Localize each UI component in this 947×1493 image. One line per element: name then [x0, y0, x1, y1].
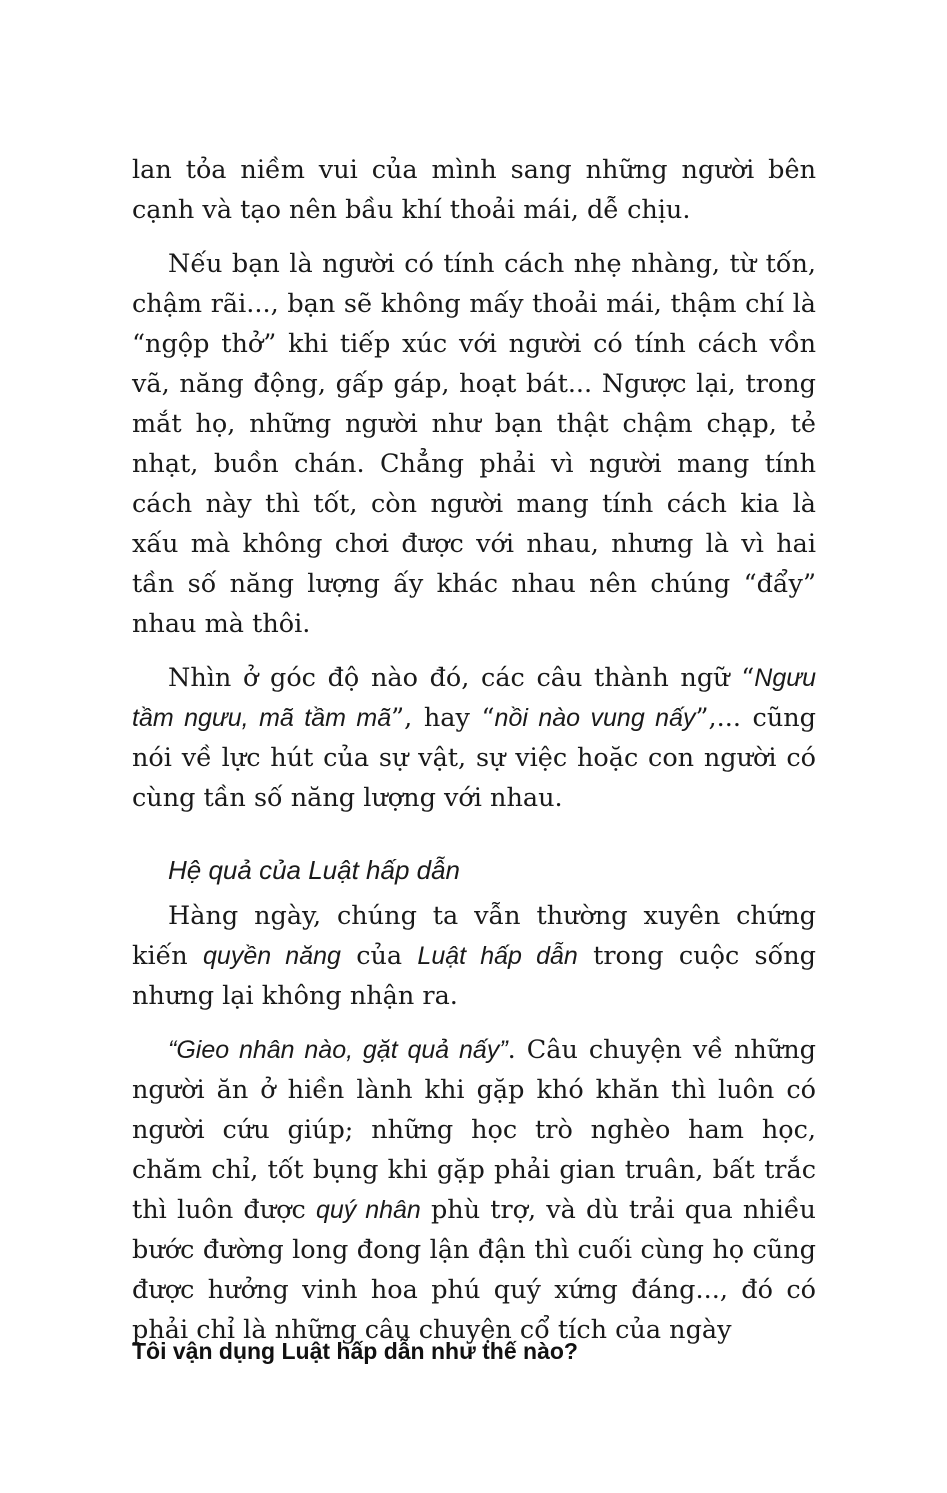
- term-quy-nhan: quý nhân: [315, 1196, 421, 1224]
- proverb-noi-nao-vung-nay: nồi nào vung nấy: [494, 704, 696, 732]
- law-text-c: của: [340, 941, 418, 971]
- section-heading: Hệ quả của Luật hấp dẫn: [168, 855, 461, 885]
- law-text-e: trong cuộc sống nhưng lại không nhận ra.: [132, 941, 816, 1011]
- paragraph-continued: lan tỏa niềm vui của mình sang những người bên cạnh và tạo nên bầu khí thoải mái, dễ chịu.: [132, 155, 816, 225]
- proverb-nguu-tam-nguu: Ngưu tầm ngưu, mã tầm mã: [132, 664, 816, 732]
- term-quyen-nang: quyền năng: [203, 942, 341, 970]
- proverb-gieo-nhan: “Gieo nhân nào, gặt quả nấy”: [168, 1036, 508, 1064]
- term-luat-hap-dan: Luật hấp dẫn: [417, 942, 578, 970]
- proverbs-text-a: Nhìn ở góc độ nào đó, các câu thành ngữ “: [168, 663, 755, 693]
- karma-text-d: phù trợ, và dù trải qua nhiều bước đường long đong lận đận thì cuối cùng họ cũng được hưởng vinh hoa phú quý xứng đáng..., đó có phải chỉ là những câu chuyện cổ tích của ngày: [132, 1195, 816, 1345]
- paragraph-personality: Nếu bạn là người có tính cách nhẹ nhàng, từ tốn, chậm rãi..., bạn sẽ không mấy thoải mái, thậm chí là “ngộp thở” khi tiếp xúc với người có tính cách vồn vã, năng động, gấp gáp, hoạt bát... Ngược lại, trong mắt họ, những người như bạn thật chậm chạp, tẻ nhạt, buồn chán. Chẳng phải vì người mang tính cách này thì tốt, còn người mang tính cách kia là xấu mà không chơi được với nhau, nhưng là vì hai tần số năng lượng ấy khác nhau nên chúng “đẩy” nhau mà thôi.: [132, 249, 816, 639]
- paragraph-karma: [132, 1030, 816, 1350]
- proverbs-text-c: ”, hay “: [391, 703, 495, 733]
- proverbs-text-e: ”,... cũng nói về lực hút của sự vật, sự việc hoặc con người có cùng tần số năng lượng với nhau.: [132, 703, 817, 813]
- page-body: [132, 150, 816, 1350]
- law-text-a: Hàng ngày, chúng ta vẫn thường xuyên chứng kiến: [132, 901, 816, 971]
- running-footer-title: Tôi vận dụng Luật hấp dẫn như thế nào?: [132, 1338, 578, 1364]
- paragraph-proverbs: [132, 658, 816, 818]
- karma-text-b: . Câu chuyện về những người ăn ở hiền lành khi gặp khó khăn thì luôn có người cứu giúp; những học trò nghèo ham học, chăm chỉ, tốt bụng khi gặp phải gian truân, bất trắc thì luôn được: [132, 1035, 817, 1225]
- paragraph-law-power: [132, 896, 816, 1016]
